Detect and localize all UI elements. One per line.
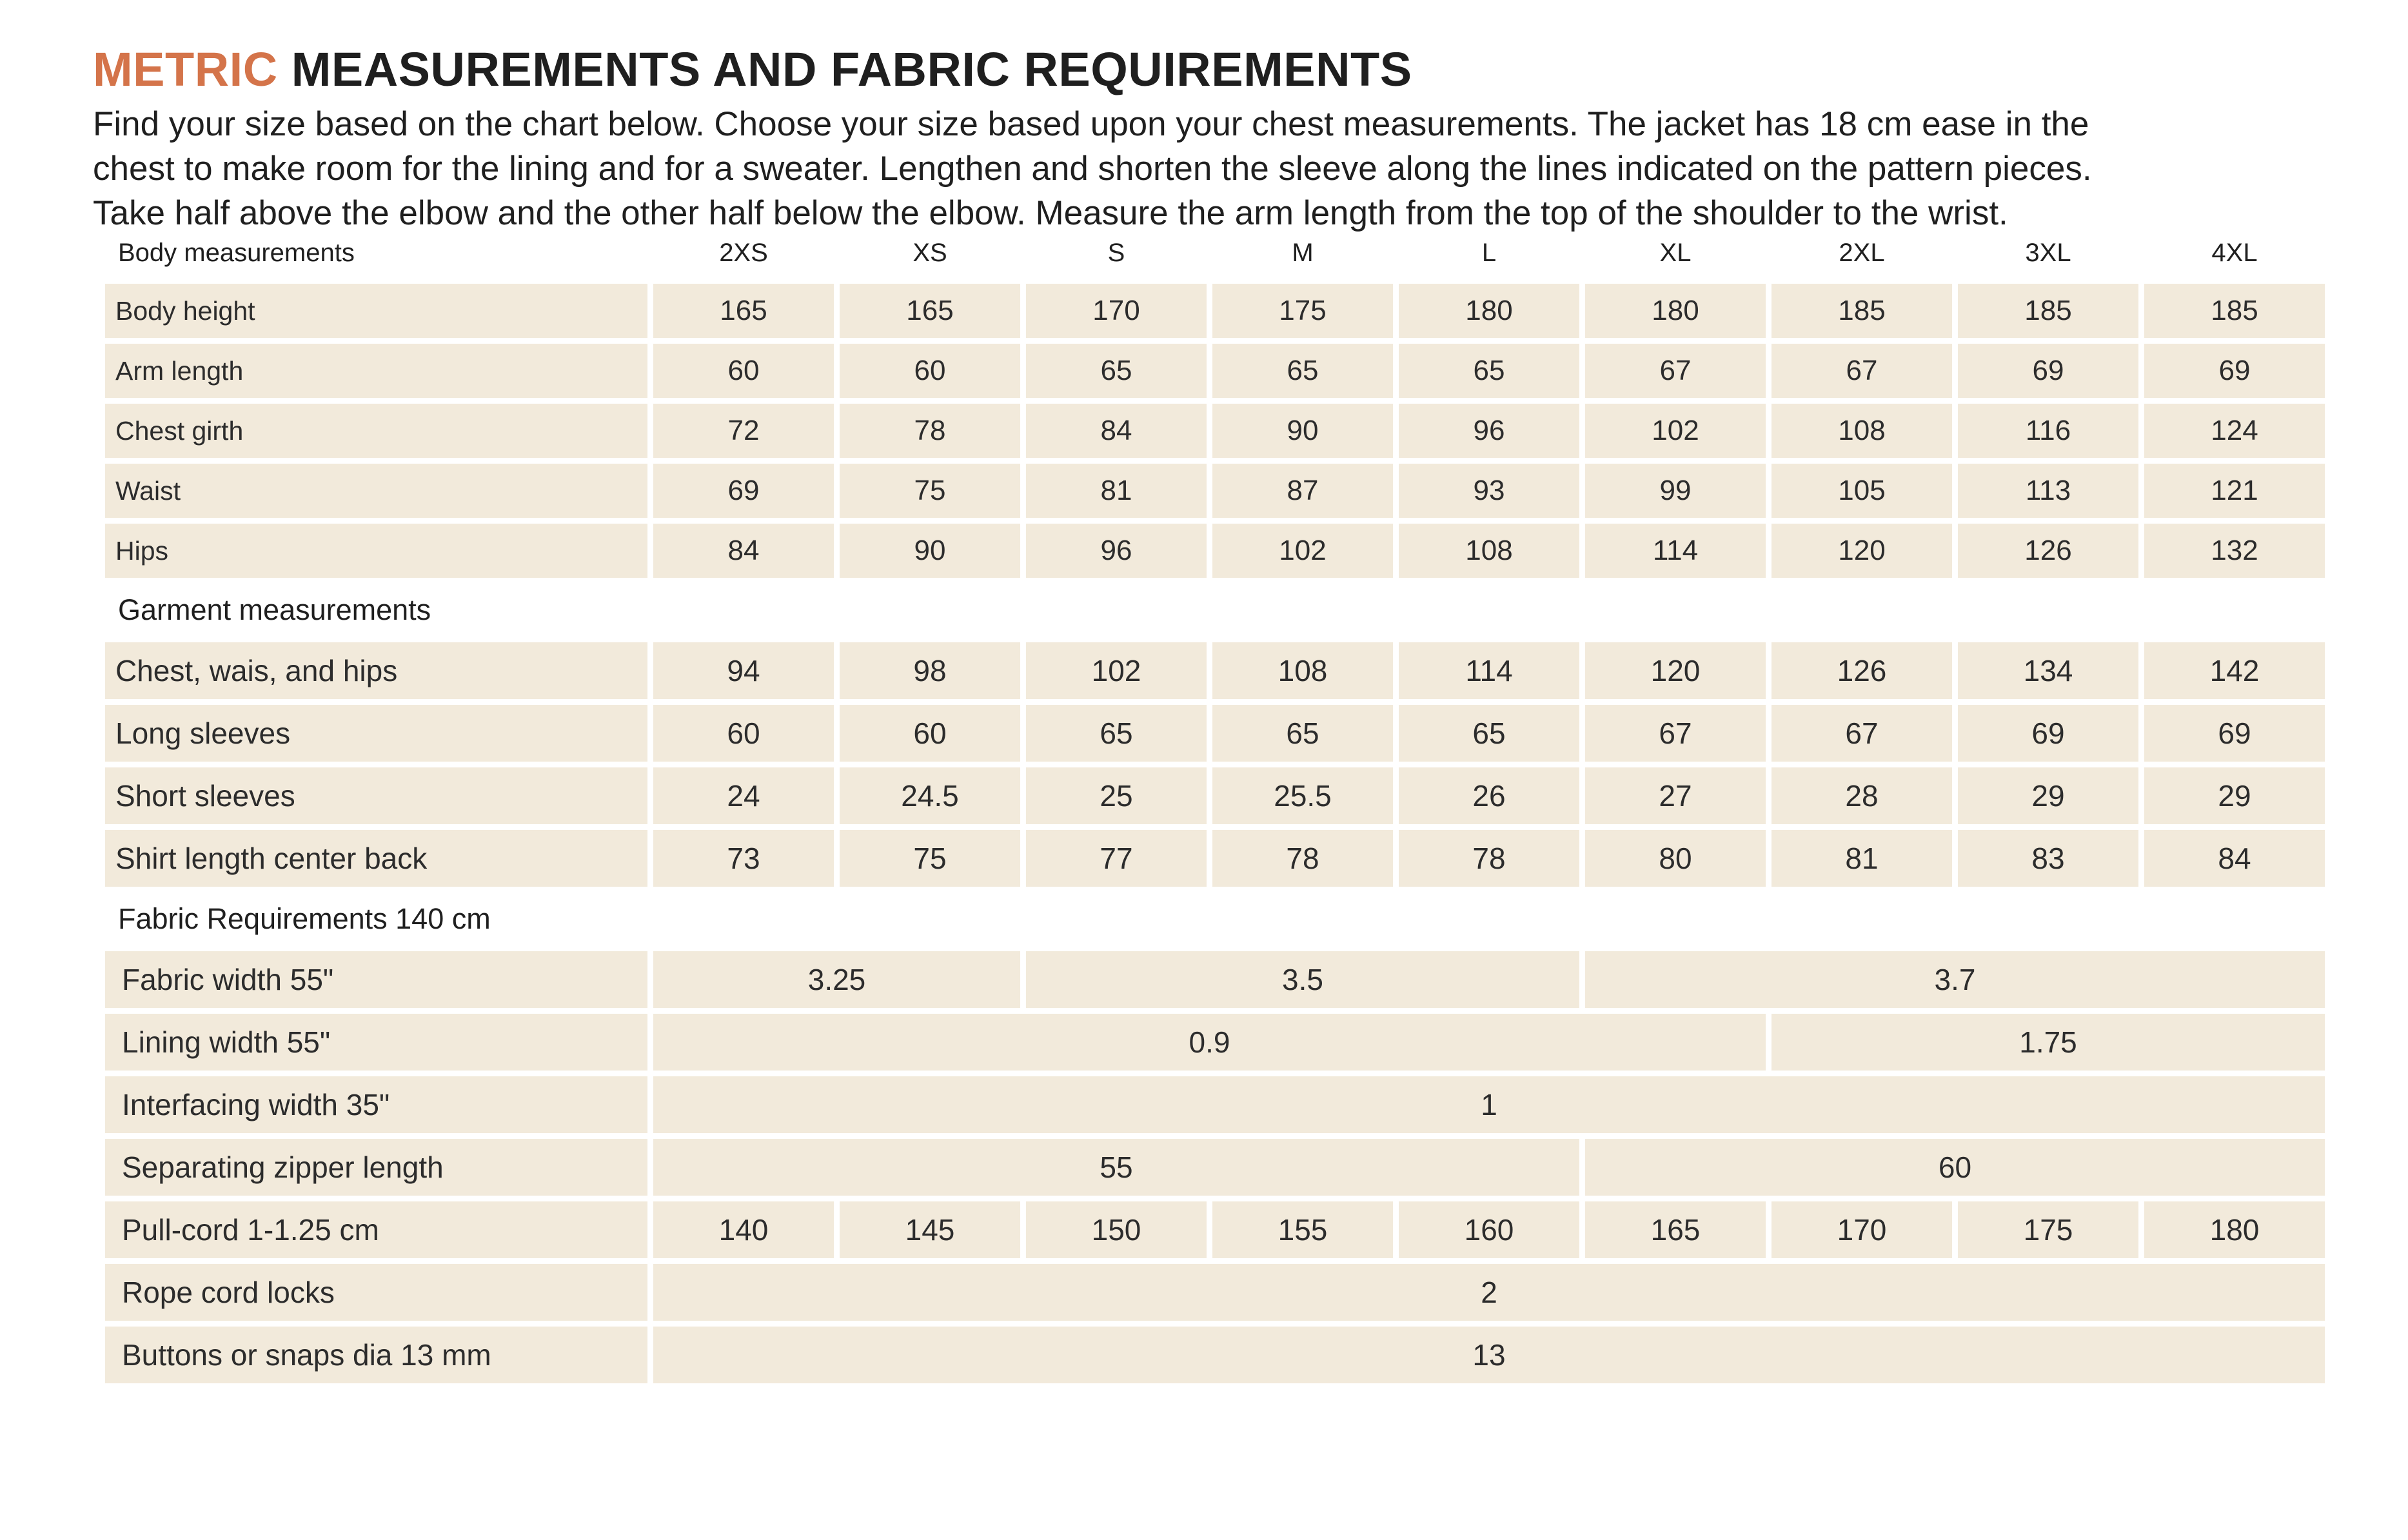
value-cell: 60	[840, 705, 1020, 762]
value-cell: 60	[840, 344, 1020, 398]
value-cell: 124	[2144, 404, 2325, 458]
value-cell: 29	[1958, 767, 2138, 824]
value-cell: 27	[1585, 767, 1766, 824]
value-cell: 142	[2144, 642, 2325, 699]
value-cell: 24	[653, 767, 834, 824]
value-cell: 102	[1585, 404, 1766, 458]
measurement-table	[99, 222, 2331, 1389]
value-cell: 75	[840, 464, 1020, 518]
value-cell: 3.25	[653, 951, 1020, 1008]
table-row	[105, 1014, 2325, 1071]
value-cell: 145	[840, 1201, 1020, 1258]
value-cell: 120	[1585, 642, 1766, 699]
value-cell: 67	[1771, 705, 1952, 762]
value-cell: 78	[840, 404, 1020, 458]
size-header: L	[1481, 238, 1497, 267]
page	[93, 37, 2331, 235]
value-cell: 81	[1026, 464, 1207, 518]
value-cell: 13	[653, 1327, 2325, 1383]
value-cell: 185	[2144, 284, 2325, 338]
value-cell: 185	[1771, 284, 1952, 338]
value-cell: 60	[1585, 1139, 2325, 1196]
row-label: Rope cord locks	[105, 1264, 647, 1321]
value-cell: 126	[1958, 524, 2138, 578]
table-row	[105, 1139, 2325, 1196]
value-cell: 69	[653, 464, 834, 518]
size-header: M	[1292, 238, 1314, 267]
intro-line: Find your size based on the chart below. Choose your size based upon your chest measurements. The jacket has 18 cm ease in the	[93, 105, 2089, 143]
value-cell: 84	[653, 524, 834, 578]
value-cell: 25	[1026, 767, 1207, 824]
value-cell: 170	[1026, 284, 1207, 338]
value-cell: 90	[840, 524, 1020, 578]
value-cell: 81	[1771, 830, 1952, 887]
value-cell: 132	[2144, 524, 2325, 578]
value-cell: 185	[1958, 284, 2138, 338]
table-row	[105, 464, 2325, 518]
value-cell: 105	[1771, 464, 1952, 518]
value-cell: 3.7	[1585, 951, 2325, 1008]
value-cell: 165	[653, 284, 834, 338]
value-cell: 99	[1585, 464, 1766, 518]
value-cell: 150	[1026, 1201, 1207, 1258]
value-cell: 1	[653, 1076, 2325, 1133]
intro-line: chest to make room for the lining and for a sweater. Lengthen and shorten the sleeve along the lines indicated on the pattern pieces.	[93, 150, 2092, 188]
value-cell: 108	[1771, 404, 1952, 458]
table-row	[105, 642, 2325, 699]
section-title: Fabric Requirements 140 cm	[118, 902, 491, 935]
row-label: Chest girth	[105, 404, 647, 458]
value-cell: 26	[1399, 767, 1579, 824]
value-cell: 80	[1585, 830, 1766, 887]
row-label: Pull-cord 1-1.25 cm	[105, 1201, 647, 1258]
table-row	[105, 344, 2325, 398]
table-row	[105, 524, 2325, 578]
value-cell: 69	[2144, 344, 2325, 398]
value-cell: 140	[653, 1201, 834, 1258]
measurement-table-body	[105, 228, 2325, 1383]
size-header: S	[1107, 238, 1125, 267]
value-cell: 96	[1026, 524, 1207, 578]
row-label: Chest, wais, and hips	[105, 642, 647, 699]
size-header: 2XL	[1839, 238, 1885, 267]
value-cell: 120	[1771, 524, 1952, 578]
value-cell: 108	[1212, 642, 1393, 699]
value-cell: 94	[653, 642, 834, 699]
row-label: Fabric width 55"	[105, 951, 647, 1008]
value-cell: 170	[1771, 1201, 1952, 1258]
value-cell: 126	[1771, 642, 1952, 699]
value-cell: 65	[1399, 344, 1579, 398]
value-cell: 175	[1958, 1201, 2138, 1258]
value-cell: 0.9	[653, 1014, 1766, 1071]
garment-section-header	[105, 584, 2325, 637]
value-cell: 180	[1585, 284, 1766, 338]
value-cell: 87	[1212, 464, 1393, 518]
table-row	[105, 1327, 2325, 1383]
value-cell: 73	[653, 830, 834, 887]
value-cell: 84	[2144, 830, 2325, 887]
value-cell: 160	[1399, 1201, 1579, 1258]
row-label: Body height	[105, 284, 647, 338]
value-cell: 55	[653, 1139, 1579, 1196]
value-cell: 60	[653, 705, 834, 762]
size-header: XS	[913, 238, 947, 267]
value-cell: 67	[1585, 705, 1766, 762]
value-cell: 3.5	[1026, 951, 1579, 1008]
value-cell: 83	[1958, 830, 2138, 887]
row-label: Interfacing width 35"	[105, 1076, 647, 1133]
value-cell: 78	[1212, 830, 1393, 887]
value-cell: 114	[1585, 524, 1766, 578]
row-label: Lining width 55"	[105, 1014, 647, 1071]
value-cell: 180	[2144, 1201, 2325, 1258]
header-label: Body measurements	[118, 238, 355, 267]
intro-text	[93, 102, 2331, 235]
row-label: Separating zipper length	[105, 1139, 647, 1196]
row-label: Long sleeves	[105, 705, 647, 762]
value-cell: 65	[1212, 344, 1393, 398]
table-row	[105, 1076, 2325, 1133]
table-row	[105, 404, 2325, 458]
row-label: Shirt length center back	[105, 830, 647, 887]
page-title	[93, 37, 2331, 102]
value-cell: 67	[1585, 344, 1766, 398]
value-cell: 96	[1399, 404, 1579, 458]
table-row	[105, 1264, 2325, 1321]
row-label: Short sleeves	[105, 767, 647, 824]
title-rest: MEASUREMENTS AND FABRIC REQUIREMENTS	[277, 43, 1412, 96]
row-label: Arm length	[105, 344, 647, 398]
value-cell: 72	[653, 404, 834, 458]
value-cell: 75	[840, 830, 1020, 887]
value-cell: 69	[2144, 705, 2325, 762]
value-cell: 90	[1212, 404, 1393, 458]
size-header: XL	[1659, 238, 1692, 267]
table-row	[105, 284, 2325, 338]
value-cell: 2	[653, 1264, 2325, 1321]
table-row	[105, 705, 2325, 762]
value-cell: 65	[1399, 705, 1579, 762]
value-cell: 98	[840, 642, 1020, 699]
value-cell: 108	[1399, 524, 1579, 578]
value-cell: 78	[1399, 830, 1579, 887]
value-cell: 116	[1958, 404, 2138, 458]
value-cell: 102	[1212, 524, 1393, 578]
row-label: Waist	[105, 464, 647, 518]
size-header: 4XL	[2211, 238, 2258, 267]
row-label: Hips	[105, 524, 647, 578]
value-cell: 67	[1771, 344, 1952, 398]
value-cell: 29	[2144, 767, 2325, 824]
value-cell: 65	[1212, 705, 1393, 762]
value-cell: 28	[1771, 767, 1952, 824]
value-cell: 134	[1958, 642, 2138, 699]
fabric-section-header	[105, 893, 2325, 945]
value-cell: 113	[1958, 464, 2138, 518]
value-cell: 25.5	[1212, 767, 1393, 824]
table-row	[105, 767, 2325, 824]
value-cell: 165	[840, 284, 1020, 338]
table-row	[105, 951, 2325, 1008]
section-title: Garment measurements	[118, 593, 431, 626]
value-cell: 69	[1958, 705, 2138, 762]
value-cell: 180	[1399, 284, 1579, 338]
intro-line: Take half above the elbow and the other half below the elbow. Measure the arm length from the top of the shoulder to the wrist.	[93, 194, 2008, 232]
value-cell: 60	[653, 344, 834, 398]
value-cell: 93	[1399, 464, 1579, 518]
value-cell: 77	[1026, 830, 1207, 887]
value-cell: 102	[1026, 642, 1207, 699]
table-row	[105, 1201, 2325, 1258]
table-header-row	[105, 228, 2325, 278]
value-cell: 121	[2144, 464, 2325, 518]
value-cell: 69	[1958, 344, 2138, 398]
value-cell: 114	[1399, 642, 1579, 699]
value-cell: 1.75	[1771, 1014, 2325, 1071]
row-label: Buttons or snaps dia 13 mm	[105, 1327, 647, 1383]
value-cell: 84	[1026, 404, 1207, 458]
value-cell: 155	[1212, 1201, 1393, 1258]
title-accent: METRIC	[93, 43, 278, 96]
table-row	[105, 830, 2325, 887]
value-cell: 24.5	[840, 767, 1020, 824]
value-cell: 175	[1212, 284, 1393, 338]
size-header: 2XS	[719, 238, 768, 267]
value-cell: 65	[1026, 705, 1207, 762]
value-cell: 65	[1026, 344, 1207, 398]
value-cell: 165	[1585, 1201, 1766, 1258]
size-header: 3XL	[2025, 238, 2071, 267]
